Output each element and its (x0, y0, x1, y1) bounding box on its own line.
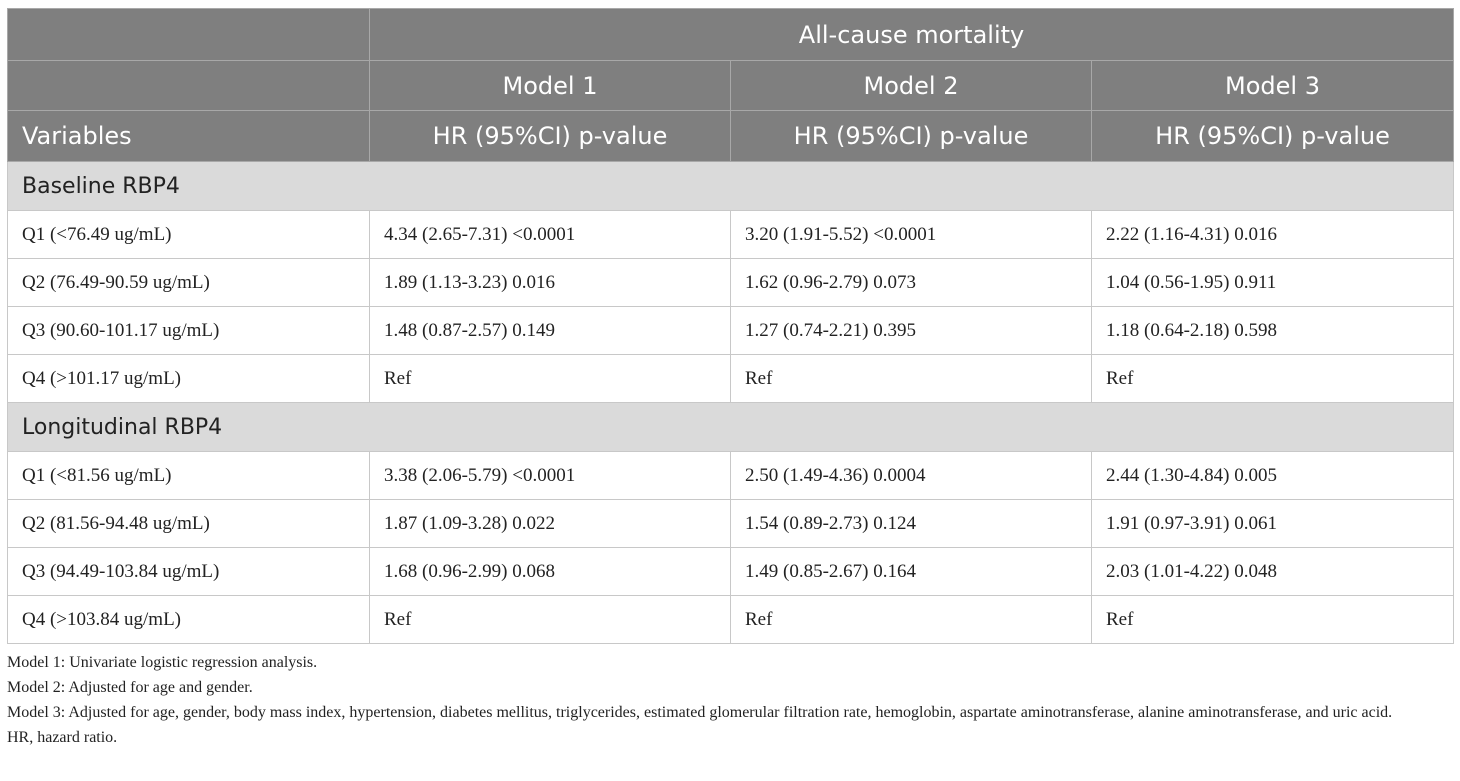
model-1-cell: 1.48 (0.87-2.57) 0.149 (370, 307, 731, 355)
table-row (8, 307, 1454, 355)
table-row (8, 500, 1454, 548)
table-row (8, 548, 1454, 596)
model-3-cell: 2.03 (1.01-4.22) 0.048 (1092, 548, 1454, 596)
model-1-cell: 1.89 (1.13-3.23) 0.016 (370, 259, 731, 307)
model-2-cell: 1.49 (0.85-2.67) 0.164 (731, 548, 1092, 596)
model-3-cell: Ref (1092, 355, 1454, 403)
header-model-2: Model 2 (731, 61, 1092, 111)
header-row-stats (8, 111, 1454, 162)
model-1-cell: 3.38 (2.06-5.79) <0.0001 (370, 452, 731, 500)
variable-cell: Q4 (>103.84 ug/mL) (8, 596, 370, 644)
variable-cell: Q2 (81.56-94.48 ug/mL) (8, 500, 370, 548)
variable-cell: Q1 (<81.56 ug/mL) (8, 452, 370, 500)
table-row (8, 596, 1454, 644)
model-2-cell: 1.27 (0.74-2.21) 0.395 (731, 307, 1092, 355)
footnote-hr: HR, hazard ratio. (7, 729, 118, 746)
model-3-cell: 1.91 (0.97-3.91) 0.061 (1092, 500, 1454, 548)
header-model-1: Model 1 (370, 61, 731, 111)
header-row-models (8, 61, 1454, 111)
variable-cell: Q3 (90.60-101.17 ug/mL) (8, 307, 370, 355)
model-2-cell: Ref (731, 355, 1092, 403)
table-row (8, 259, 1454, 307)
model-2-cell: Ref (731, 596, 1092, 644)
header-outcome: All-cause mortality (370, 9, 1454, 61)
header-model-3: Model 3 (1092, 61, 1454, 111)
variable-cell: Q4 (>101.17 ug/mL) (8, 355, 370, 403)
model-3-cell: 2.44 (1.30-4.84) 0.005 (1092, 452, 1454, 500)
header-row-outcome (8, 9, 1454, 61)
model-1-cell: 1.87 (1.09-3.28) 0.022 (370, 500, 731, 548)
model-3-cell: 1.04 (0.56-1.95) 0.911 (1092, 259, 1454, 307)
header-variables: Variables (8, 111, 370, 162)
mortality-hr-table (7, 8, 1454, 644)
header-empty-cell (8, 61, 370, 111)
model-1-cell: Ref (370, 355, 731, 403)
model-2-cell: 3.20 (1.91-5.52) <0.0001 (731, 211, 1092, 259)
table-footnotes (7, 650, 1453, 750)
model-3-cell: Ref (1092, 596, 1454, 644)
footnote-model-2: Model 2: Adjusted for age and gender. (7, 679, 253, 696)
model-2-cell: 2.50 (1.49-4.36) 0.0004 (731, 452, 1092, 500)
table-row (8, 211, 1454, 259)
group-row-baseline (8, 162, 1454, 211)
model-2-cell: 1.62 (0.96-2.79) 0.073 (731, 259, 1092, 307)
results-table-container (7, 8, 1453, 750)
variable-cell: Q3 (94.49-103.84 ug/mL) (8, 548, 370, 596)
model-3-cell: 1.18 (0.64-2.18) 0.598 (1092, 307, 1454, 355)
model-1-cell: 4.34 (2.65-7.31) <0.0001 (370, 211, 731, 259)
header-stat-model-3: HR (95%CI) p-value (1092, 111, 1454, 162)
table-row (8, 452, 1454, 500)
group-label: Baseline RBP4 (8, 162, 1454, 211)
footnote-model-1: Model 1: Univariate logistic regression analysis. (7, 654, 318, 671)
header-empty-cell (8, 9, 370, 61)
variable-cell: Q1 (<76.49 ug/mL) (8, 211, 370, 259)
model-1-cell: 1.68 (0.96-2.99) 0.068 (370, 548, 731, 596)
model-1-cell: Ref (370, 596, 731, 644)
header-stat-model-1: HR (95%CI) p-value (370, 111, 731, 162)
group-label: Longitudinal RBP4 (8, 403, 1454, 452)
group-row-longitudinal (8, 403, 1454, 452)
table-row (8, 355, 1454, 403)
footnote-model-3: Model 3: Adjusted for age, gender, body mass index, hypertension, diabetes mellitus, triglycerides, estimated glomerular filtration rate, hemoglobin, aspartate aminotransferase, alanine aminotransferase, and uric acid. (7, 704, 1393, 721)
model-3-cell: 2.22 (1.16-4.31) 0.016 (1092, 211, 1454, 259)
model-2-cell: 1.54 (0.89-2.73) 0.124 (731, 500, 1092, 548)
header-stat-model-2: HR (95%CI) p-value (731, 111, 1092, 162)
variable-cell: Q2 (76.49-90.59 ug/mL) (8, 259, 370, 307)
